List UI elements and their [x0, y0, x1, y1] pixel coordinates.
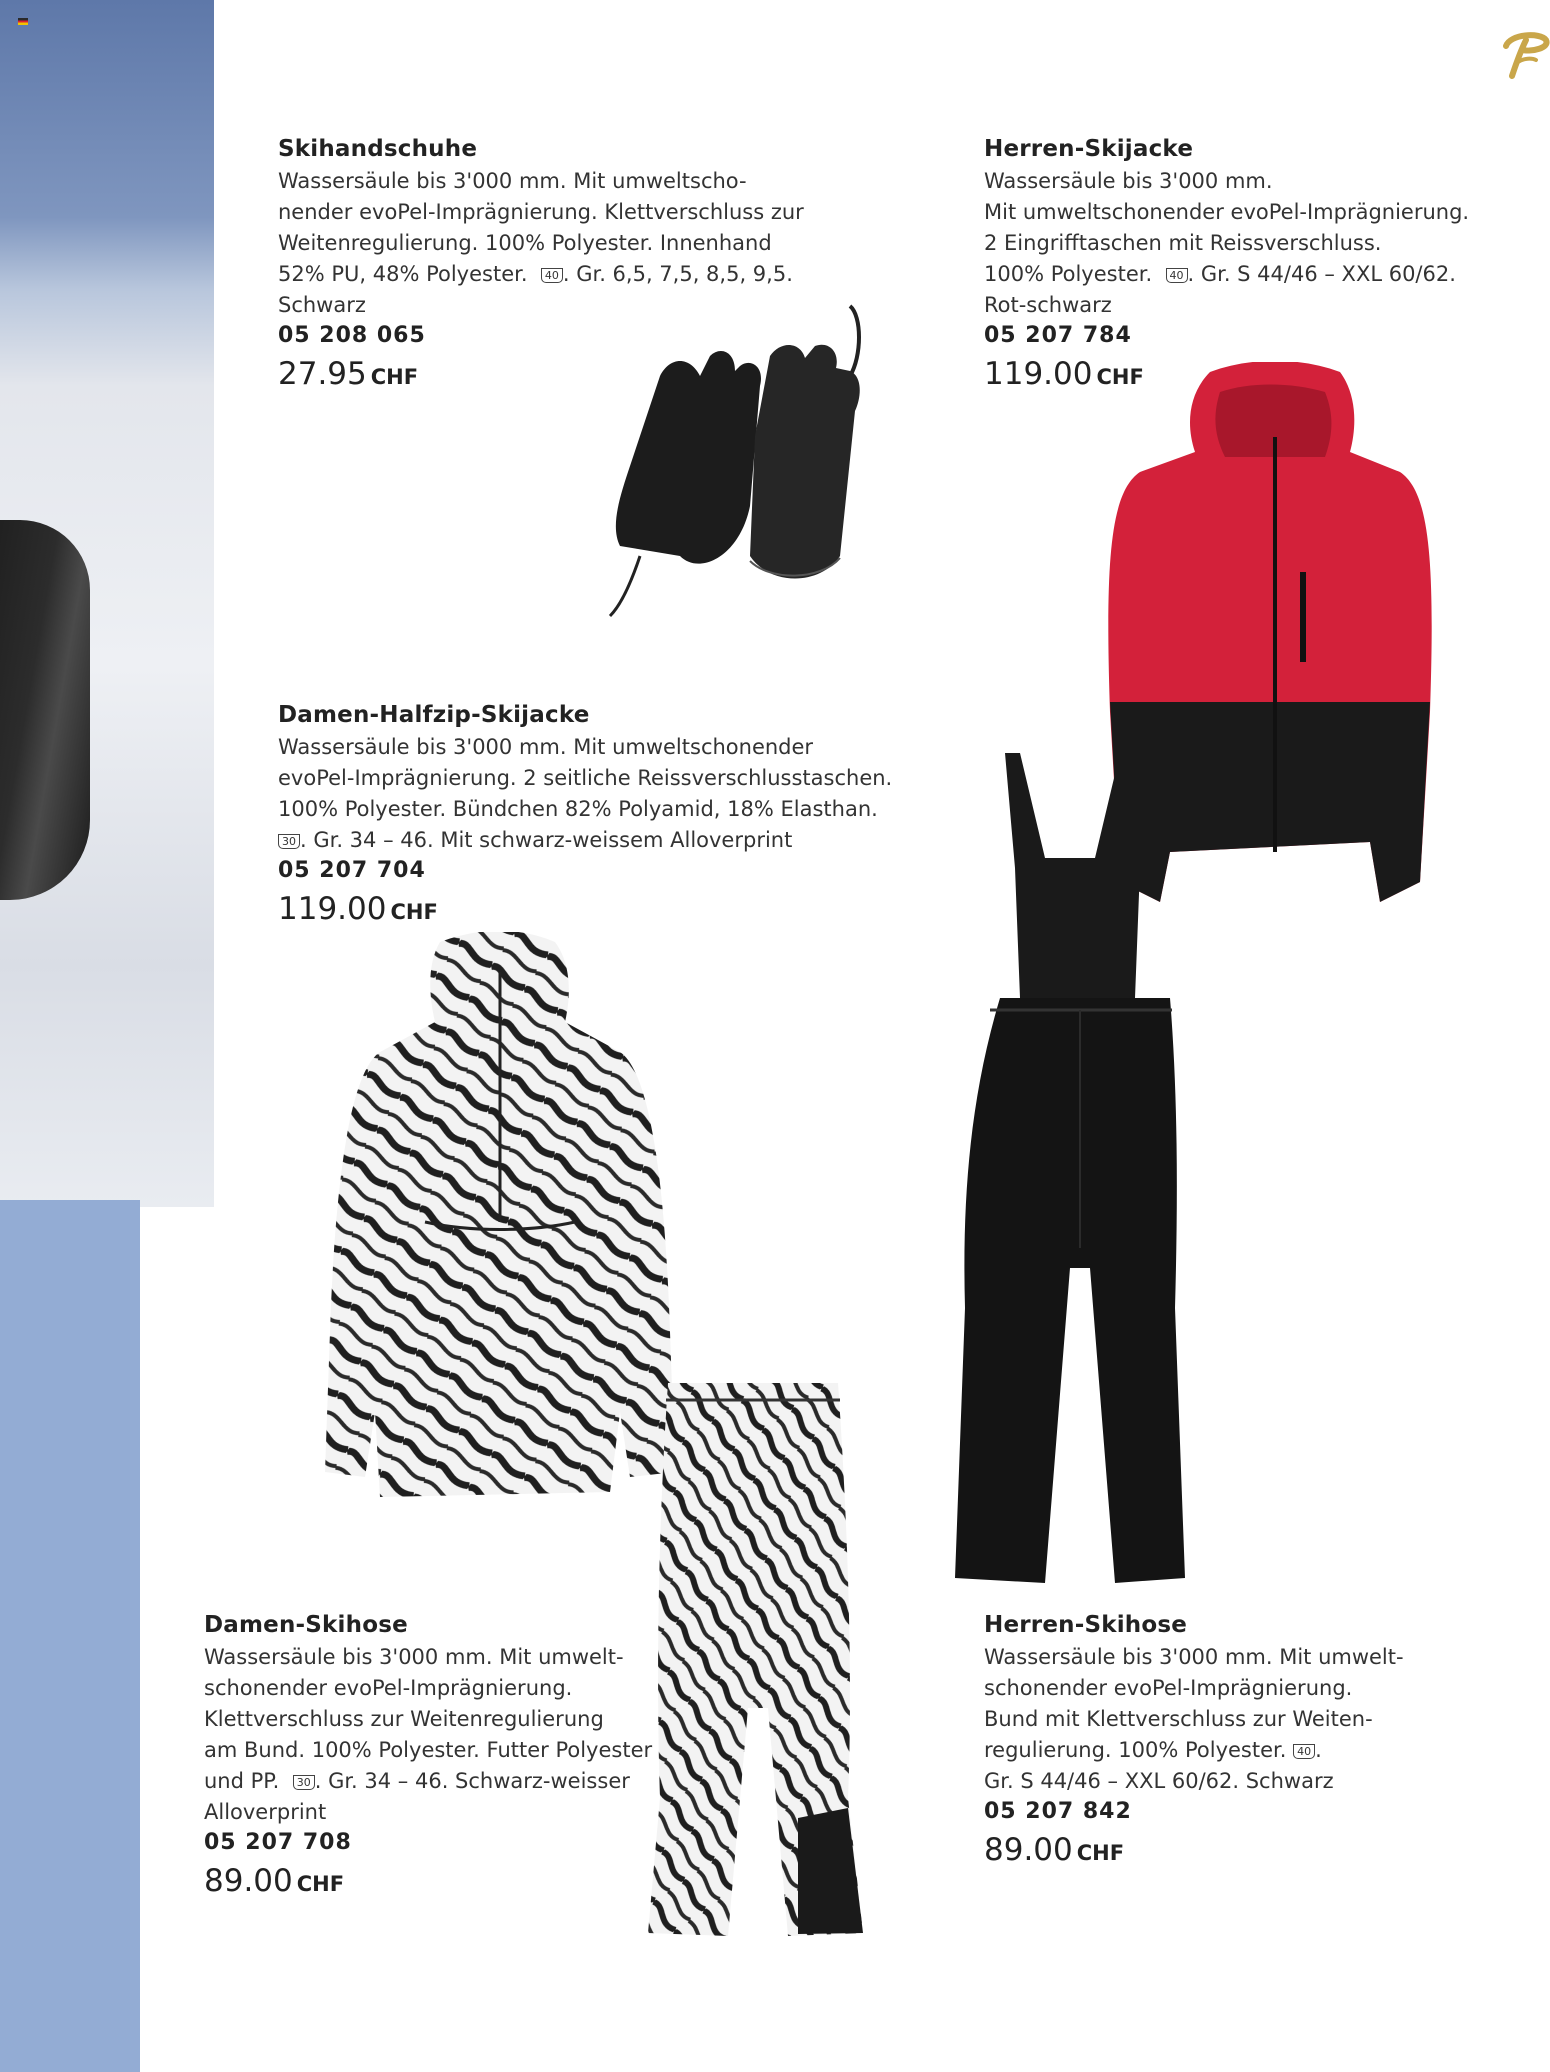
damen-skihose-image	[648, 1378, 868, 1938]
product-damen-skihose	[204, 1612, 664, 1899]
gloves-image	[600, 296, 880, 626]
article-number: 05 207 784	[984, 323, 1132, 348]
product-title: Damen-Skihose	[204, 1612, 408, 1638]
product-title: Skihandschuhe	[278, 136, 478, 162]
blue-accent-strip	[0, 1200, 140, 2072]
price: 119.00 CHF	[278, 891, 438, 927]
price: 89.00 CHF	[204, 1863, 345, 1899]
product-description: Wassersäule bis 3'000 mm. Mit umwelt- schonender evoPel-Imprägnierung. Bund mit Klettverschluss zur Weiten- regulierung. 100% Polyester. 40 . Gr. S 44/46 – XXL 60/62. Schwarz	[984, 1645, 1404, 1793]
product-herren-skijacke	[984, 136, 1524, 392]
damen-halfzip-skijacke-image	[320, 932, 680, 1502]
herren-skihose-image	[950, 748, 1190, 1588]
price: 27.95 CHF	[278, 356, 419, 392]
price: 119.00 CHF	[984, 356, 1144, 392]
product-description: Wassersäule bis 3'000 mm. Mit umweltschonender evoPel-Imprägnierung. 2 Eingrifftaschen mit Reissverschluss. 100% Polyester. 40 . Gr. S 44/46 – XXL 60/62. Rot-schwarz	[984, 169, 1470, 317]
wash-symbol-icon: 40	[1166, 268, 1188, 283]
wash-symbol-icon: 30	[278, 834, 300, 849]
product-title: Damen-Halfzip-Skijacke	[278, 702, 590, 728]
wash-symbol-icon: 40	[541, 268, 563, 283]
article-number: 05 207 842	[984, 1799, 1132, 1824]
price: 89.00 CHF	[984, 1832, 1125, 1868]
wash-symbol-icon: 30	[293, 1775, 315, 1790]
lifestyle-photo	[0, 0, 214, 1207]
wash-symbol-icon: 40	[1293, 1744, 1315, 1759]
product-damen-halfzip-skijacke	[278, 702, 918, 927]
article-number: 05 207 708	[204, 1830, 352, 1855]
glove-in-photo	[0, 520, 90, 900]
product-description: Wassersäule bis 3'000 mm. Mit umweltscho- nender evoPel-Imprägnierung. Klettverschluss zur Weitenregulierung. 100% Polyester. Innenhand 52% PU, 48% Polyester. 40 . Gr. 6,5, 7,5, 8,5, 9,5. Schwarz	[278, 169, 804, 317]
product-herren-skihose	[984, 1612, 1504, 1868]
product-title: Herren-Skijacke	[984, 136, 1194, 162]
flag-icon	[18, 18, 28, 25]
article-number: 05 207 704	[278, 858, 426, 883]
article-number: 05 208 065	[278, 323, 426, 348]
product-description: Wassersäule bis 3'000 mm. Mit umwelt- schonender evoPel-Imprägnierung. Klettverschluss zur Weitenregulierung am Bund. 100% Polyester. Futter Polyester und PP. 30 . Gr. 34 – 46. Schwarz-weisser Alloverprint	[204, 1645, 653, 1824]
brand-logo-icon	[1496, 26, 1550, 82]
product-description: Wassersäule bis 3'000 mm. Mit umweltschonender evoPel-Imprägnierung. 2 seitliche Reissverschlusstaschen. 100% Polyester. Bündchen 82% Polyamid, 18% Elasthan. 30 . Gr. 34 – 46. Mit schwarz-weissem Alloverprint	[278, 735, 893, 852]
product-title: Herren-Skihose	[984, 1612, 1188, 1638]
